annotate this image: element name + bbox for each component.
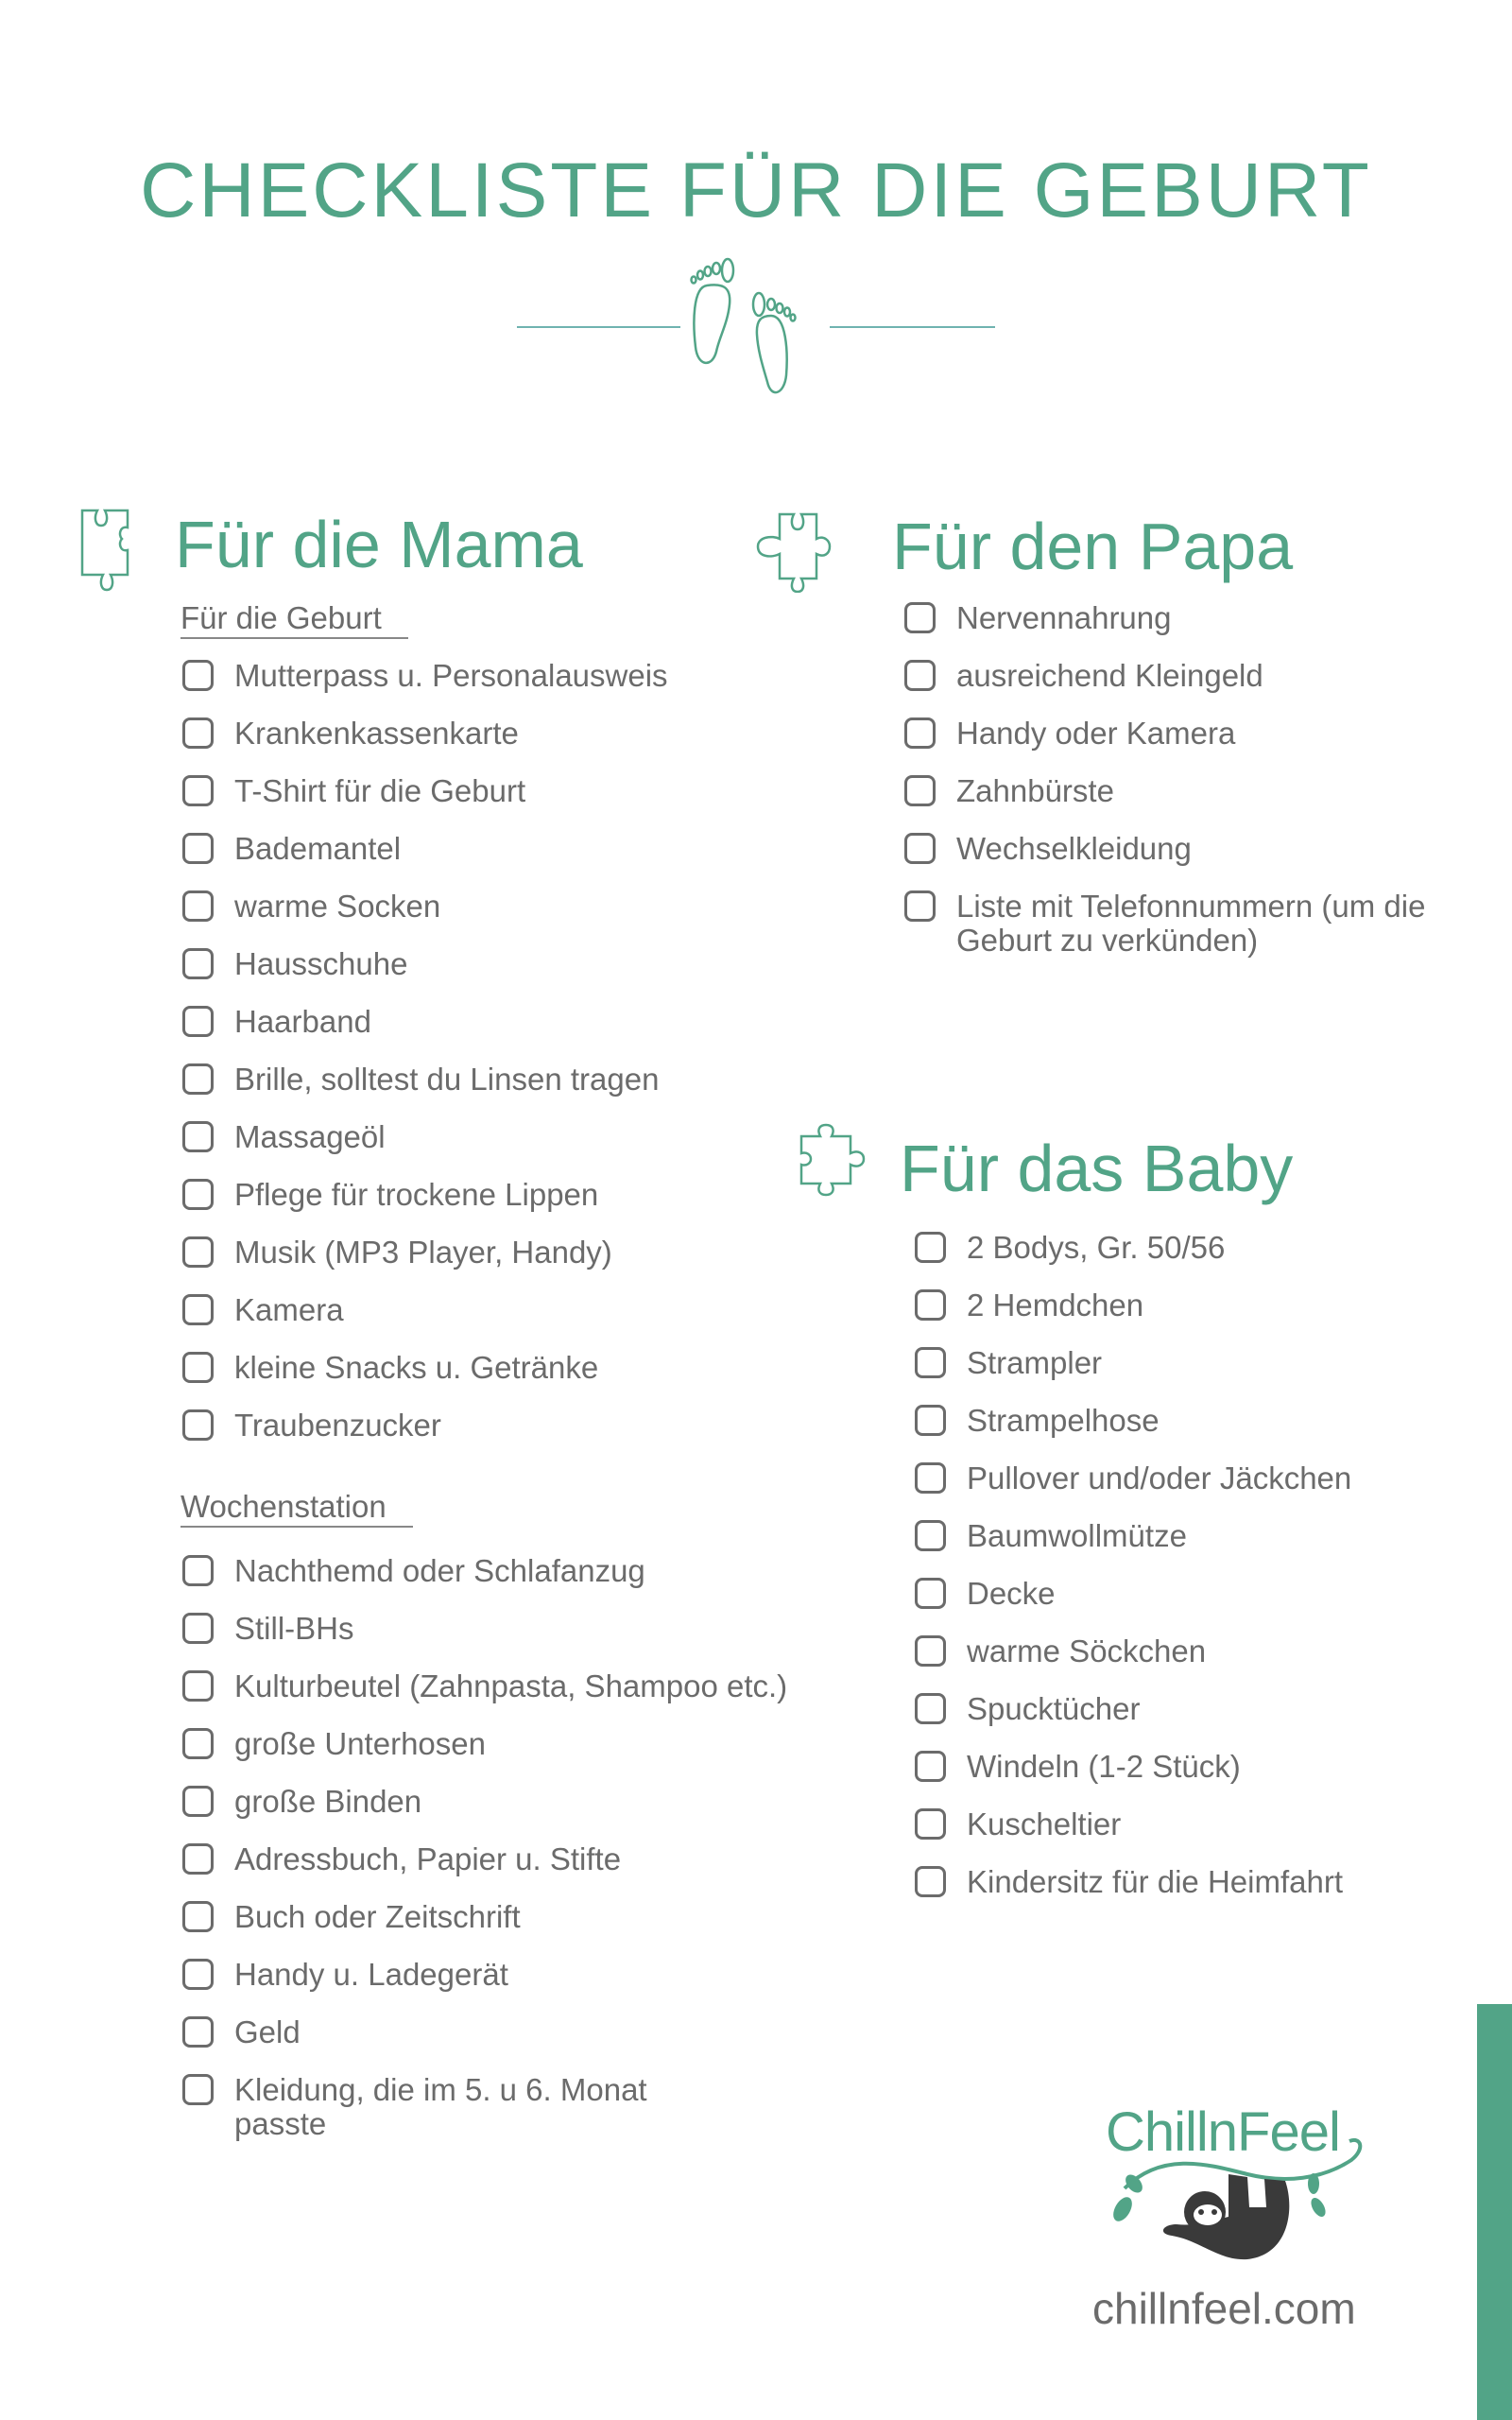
checkbox[interactable]	[915, 1578, 946, 1609]
item-label: Kleidung, die im 5. u 6. Monat passte	[234, 2072, 647, 2142]
checkbox[interactable]	[182, 1843, 214, 1875]
baby-feet-icon	[688, 257, 826, 399]
page-title: CHECKLISTE FÜR DIE GEBURT	[140, 147, 1372, 233]
checklist-item[interactable]	[182, 1612, 863, 1669]
checklist-mama-wochenstation	[182, 1554, 863, 2142]
item-label: Handy u. Ladegerät	[234, 1957, 508, 1992]
checklist-item[interactable]	[182, 890, 844, 947]
checklist-item[interactable]	[915, 1288, 1482, 1346]
checklist-item[interactable]	[915, 1519, 1482, 1577]
checkbox[interactable]	[182, 660, 214, 691]
item-label: Kamera	[234, 1292, 344, 1327]
checkbox[interactable]	[182, 1294, 214, 1325]
item-label: Traubenzucker	[234, 1408, 441, 1443]
checklist-item[interactable]	[915, 1692, 1482, 1750]
item-label: Massageöl	[234, 1119, 386, 1154]
checkbox[interactable]	[182, 1236, 214, 1268]
checkbox[interactable]	[182, 1959, 214, 1990]
item-label: Nachthemd oder Schlafanzug	[234, 1553, 645, 1588]
item-label: Pullover und/oder Jäckchen	[967, 1461, 1352, 1495]
checklist-item[interactable]	[904, 890, 1471, 959]
item-label: Pflege für trockene Lippen	[234, 1177, 599, 1212]
checklist-item[interactable]	[182, 1351, 844, 1409]
item-label: große Binden	[234, 1784, 422, 1819]
checklist-item[interactable]	[904, 659, 1471, 717]
checklist-item[interactable]	[182, 2073, 863, 2142]
section-heading-mama: Für die Mama	[175, 508, 583, 581]
checkbox[interactable]	[915, 1866, 946, 1897]
checklist-item[interactable]	[915, 1865, 1482, 1923]
checkbox[interactable]	[182, 1555, 214, 1586]
item-label: Strampelhose	[967, 1403, 1160, 1438]
checklist-item[interactable]	[904, 832, 1471, 890]
item-label: warme Socken	[234, 889, 441, 924]
checkbox[interactable]	[915, 1289, 946, 1321]
checklist-item[interactable]	[182, 947, 844, 1005]
checklist-mama-geburt	[182, 659, 844, 1466]
checklist-item[interactable]	[182, 1178, 844, 1236]
checklist-item[interactable]	[182, 1958, 863, 2015]
checklist-item[interactable]	[182, 1842, 863, 1900]
checkbox[interactable]	[904, 717, 936, 749]
checkbox[interactable]	[182, 1728, 214, 1759]
item-label: Wechselkleidung	[956, 831, 1192, 866]
checkbox[interactable]	[915, 1693, 946, 1724]
checklist-item[interactable]	[182, 1669, 863, 1727]
item-label: warme Söckchen	[967, 1634, 1207, 1668]
item-label: kleine Snacks u. Getränke	[234, 1350, 599, 1385]
checkbox[interactable]	[182, 775, 214, 806]
divider-right	[830, 326, 995, 328]
checklist-item[interactable]	[182, 1236, 844, 1293]
checklist-item[interactable]	[915, 1404, 1482, 1461]
item-label: Decke	[967, 1576, 1056, 1611]
checkbox[interactable]	[915, 1520, 946, 1551]
checkbox[interactable]	[182, 1901, 214, 1932]
item-label: Musik (MP3 Player, Handy)	[234, 1235, 612, 1270]
checkbox[interactable]	[182, 1786, 214, 1817]
checkbox[interactable]	[915, 1635, 946, 1667]
item-label: Mutterpass u. Personalausweis	[234, 658, 668, 693]
item-label: Buch oder Zeitschrift	[234, 1899, 521, 1934]
subheading-geburt: Für die Geburt	[180, 599, 408, 639]
item-label: Kulturbeutel (Zahnpasta, Shampoo etc.)	[234, 1668, 788, 1703]
puzzle-piece-icon	[799, 1123, 875, 1199]
checklist-item[interactable]	[915, 1807, 1482, 1865]
checkbox[interactable]	[182, 2074, 214, 2105]
item-label: Kindersitz für die Heimfahrt	[967, 1864, 1343, 1899]
item-label: Zahnbürste	[956, 773, 1114, 808]
item-label: Windeln (1-2 Stück)	[967, 1749, 1241, 1784]
divider-left	[517, 326, 680, 328]
checkbox[interactable]	[182, 717, 214, 749]
checkbox[interactable]	[182, 1670, 214, 1702]
item-label: Strampler	[967, 1345, 1103, 1380]
checkbox[interactable]	[915, 1462, 946, 1494]
checklist-item[interactable]	[182, 774, 844, 832]
checkbox[interactable]	[182, 1179, 214, 1210]
checkbox[interactable]	[182, 2016, 214, 2048]
checklist-item[interactable]	[182, 1063, 844, 1120]
checkbox[interactable]	[915, 1405, 946, 1436]
checkbox[interactable]	[915, 1347, 946, 1378]
item-label: Hausschuhe	[234, 946, 408, 981]
subheading-wochenstation: Wochenstation	[180, 1488, 413, 1528]
item-label: Haarband	[234, 1004, 371, 1039]
checkbox[interactable]	[182, 1006, 214, 1037]
checkbox[interactable]	[182, 833, 214, 864]
checklist-item[interactable]	[182, 2015, 863, 2073]
checkbox[interactable]	[904, 833, 936, 864]
checkbox[interactable]	[182, 890, 214, 922]
puzzle-piece-icon	[80, 509, 156, 603]
item-label: Adressbuch, Papier u. Stifte	[234, 1841, 622, 1876]
checklist-item[interactable]	[182, 1293, 844, 1351]
website-link[interactable]: chillnfeel.com	[1092, 2284, 1356, 2333]
checklist-item[interactable]	[904, 601, 1471, 659]
checklist-baby	[915, 1231, 1482, 1923]
checklist-item[interactable]	[182, 1554, 863, 1612]
checklist-item[interactable]	[915, 1346, 1482, 1404]
checklist-item[interactable]	[182, 832, 844, 890]
checkbox[interactable]	[182, 1352, 214, 1383]
checklist-item[interactable]	[182, 1785, 863, 1842]
item-label: große Unterhosen	[234, 1726, 486, 1761]
item-label: T-Shirt für die Geburt	[234, 773, 526, 808]
item-label: Nervennahrung	[956, 600, 1172, 635]
checkbox[interactable]	[915, 1751, 946, 1782]
item-label: Liste mit Telefonnummern (um die Geburt zu verkünden)	[956, 889, 1426, 959]
item-label: Bademantel	[234, 831, 402, 866]
checkbox[interactable]	[915, 1808, 946, 1840]
item-label: Still-BHs	[234, 1611, 354, 1646]
accent-bar	[1477, 2004, 1512, 2420]
checklist-item[interactable]	[915, 1577, 1482, 1634]
checkbox[interactable]	[904, 890, 936, 922]
item-label: Kuscheltier	[967, 1806, 1122, 1841]
item-label: Spucktücher	[967, 1691, 1141, 1726]
puzzle-piece-icon	[756, 512, 874, 593]
checklist-item[interactable]	[182, 1409, 844, 1466]
checkbox[interactable]	[904, 602, 936, 633]
checklist-item[interactable]	[915, 1461, 1482, 1519]
checklist-item[interactable]	[182, 1005, 844, 1063]
brand-logo-text: ChillnFeel	[1106, 2101, 1340, 2163]
item-label: Brille, solltest du Linsen tragen	[234, 1062, 660, 1097]
checklist-item[interactable]	[182, 717, 844, 774]
checkbox[interactable]	[182, 1121, 214, 1152]
checklist-item[interactable]	[182, 1900, 863, 1958]
item-label: ausreichend Kleingeld	[956, 658, 1263, 693]
checklist-item[interactable]	[182, 1727, 863, 1785]
item-label: 2 Hemdchen	[967, 1288, 1144, 1322]
checkbox[interactable]	[182, 1409, 214, 1441]
checklist-item[interactable]	[904, 717, 1471, 774]
checkbox[interactable]	[915, 1232, 946, 1263]
item-label: Baumwollmütze	[967, 1518, 1187, 1553]
checklist-item[interactable]	[182, 659, 844, 717]
item-label: Krankenkassenkarte	[234, 716, 519, 751]
checkbox[interactable]	[182, 1063, 214, 1095]
checkbox[interactable]	[904, 775, 936, 806]
item-label: Geld	[234, 2014, 301, 2049]
checklist-item[interactable]	[915, 1750, 1482, 1807]
section-heading-papa: Für den Papa	[892, 510, 1294, 583]
checklist-item[interactable]	[915, 1634, 1482, 1692]
item-label: 2 Bodys, Gr. 50/56	[967, 1230, 1226, 1265]
checkbox[interactable]	[182, 1613, 214, 1644]
checklist-item[interactable]	[904, 774, 1471, 832]
checklist-item[interactable]	[182, 1120, 844, 1178]
checkbox[interactable]	[182, 948, 214, 979]
sloth-logo-icon	[1106, 2132, 1370, 2273]
checklist-item[interactable]	[915, 1231, 1482, 1288]
section-heading-baby: Für das Baby	[900, 1132, 1294, 1205]
checklist-papa	[904, 601, 1471, 959]
item-label: Handy oder Kamera	[956, 716, 1236, 751]
checkbox[interactable]	[904, 660, 936, 691]
